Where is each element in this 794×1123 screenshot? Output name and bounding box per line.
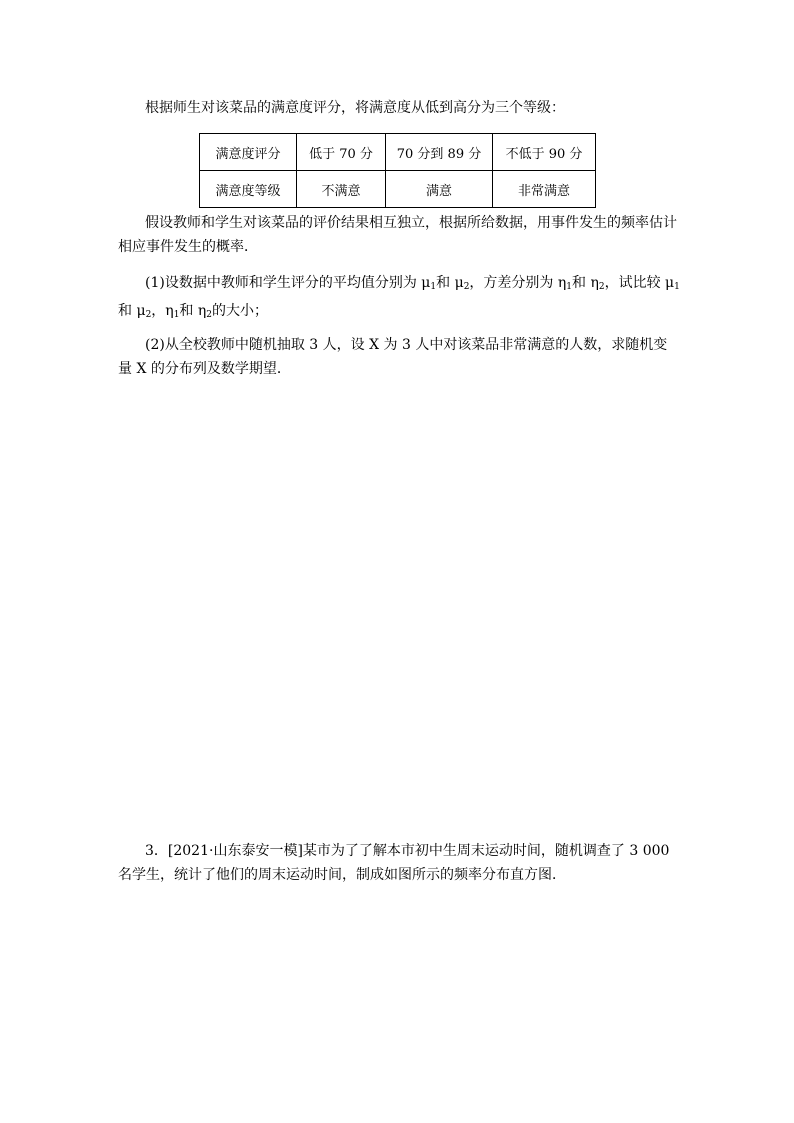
table-cell: 满意度评分 (200, 134, 297, 171)
q1-subscript: 2 (463, 282, 470, 292)
q1-text: ，方差分别为 η (469, 275, 567, 291)
intro-text: 根据师生对该菜品的满意度评分，将满意度从低到高分为三个等级： (145, 100, 565, 116)
table-row (200, 171, 596, 208)
q1-text: ，η (151, 303, 174, 319)
q1-text: 的大小； (212, 303, 268, 319)
q1-subscript: 1 (430, 282, 437, 292)
q1-text: 和 η (572, 275, 599, 291)
q1-text: 和 μ (118, 303, 146, 319)
table-cell: 70 分到 89 分 (386, 134, 493, 171)
q1-subscript: 2 (145, 310, 152, 320)
table-cell: 满意度等级 (200, 171, 297, 208)
satisfaction-table (199, 133, 596, 208)
problem-3: 3．[2021·山东泰安一模]某市为了了解本市初中生周末运动时间，随机调查了 3 000 名学生，统计了他们的周末运动时间，制成如图所示的频率分布直方图． (118, 843, 670, 883)
table-cell: 低于 70 分 (297, 134, 386, 171)
table-cell: 不低于 90 分 (493, 134, 596, 171)
q1-subscript: 1 (674, 282, 680, 292)
table-cell: 满意 (386, 171, 493, 208)
q1-subscript: 1 (173, 310, 180, 320)
table-cell: 不满意 (297, 171, 386, 208)
question-2: (2)从全校教师中随机抽取 3 人，设 X 为 3 人中对该菜品非常满意的人数，求随机变量 X 的分布列及数学期望． (118, 337, 668, 377)
q1-text: ，试比较 μ (604, 275, 675, 291)
q1-subscript: 2 (598, 282, 605, 292)
table-row (200, 134, 596, 171)
q1-subscript: 2 (206, 310, 212, 320)
q1-subscript: 1 (566, 282, 572, 292)
q1-text: 和 μ (436, 275, 464, 291)
q1-text: (1)设数据中教师和学生评分的平均值分别为 μ (145, 275, 431, 291)
assumption-text: 假设教师和学生对该菜品的评价结果相互独立，根据所给数据，用事件发生的频率估计相应事件发生的概率． (118, 215, 677, 255)
question-1 (118, 271, 680, 327)
q1-text: 和 η (179, 303, 207, 319)
table-cell: 非常满意 (493, 171, 596, 208)
